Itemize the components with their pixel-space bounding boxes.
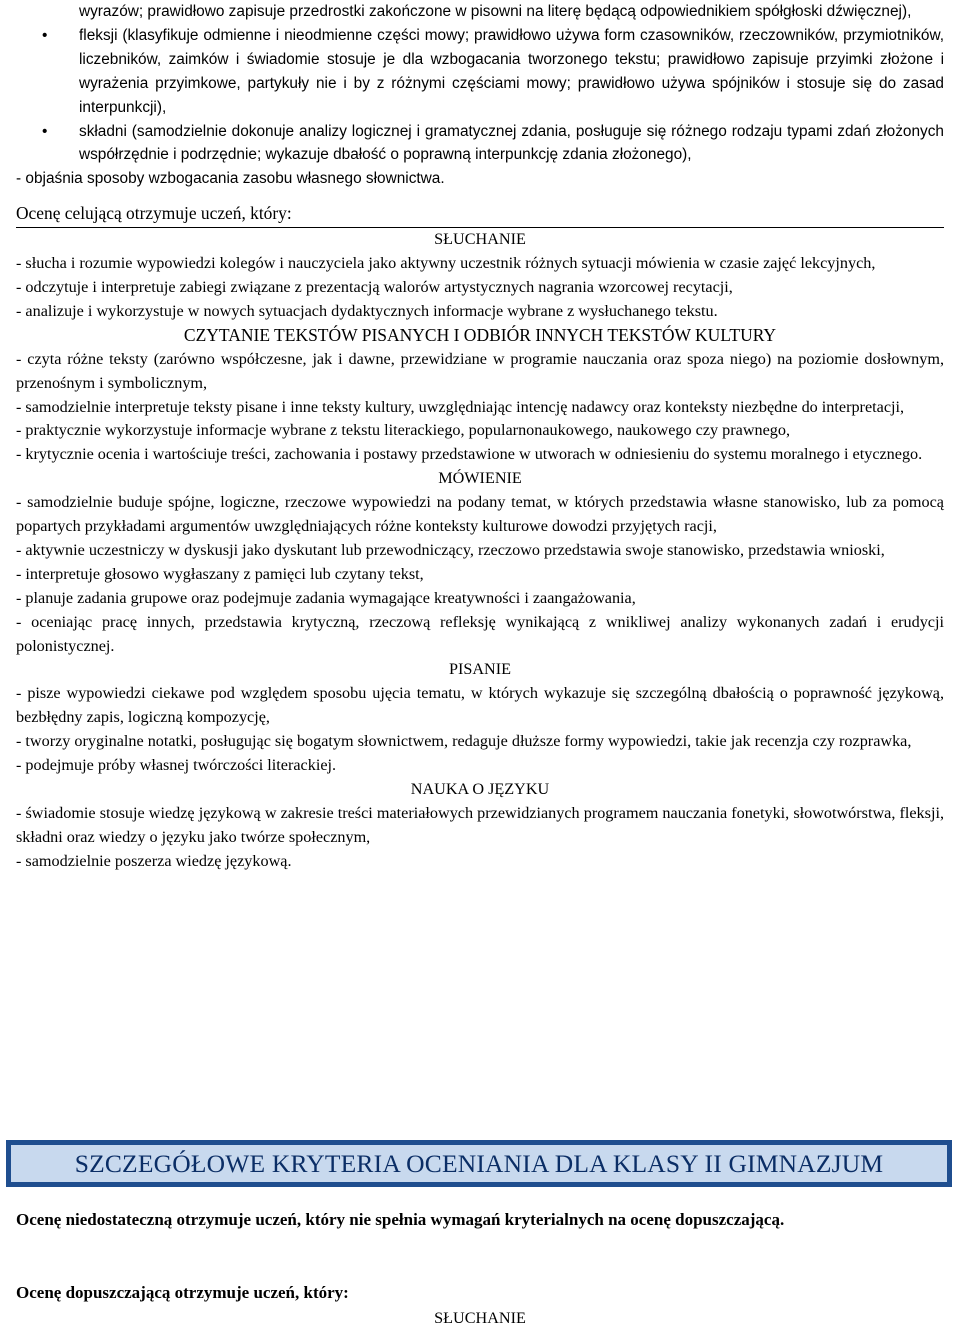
- section-title-nauka-o-jezyku: NAUKA O JĘZYKU: [410, 780, 550, 798]
- list-item: - objaśnia sposoby wzbogacania zasobu własnego słownictwa.: [16, 170, 445, 188]
- list-item: - tworzy oryginalne notatki, posługując się bogatym słownictwem, redaguje dłuższe formy wypowiedzi, takie jak recenzja czy rozprawka,: [16, 732, 912, 751]
- paragraph-continuation: wyrazów; prawidłowo zapisuje przedrostki zakończone w pisowni na literę będącą odpowiednikiem spółgłoski dźwięcznej),: [79, 3, 912, 20]
- list-item: - podejmuje próby własnej twórczości literackiej.: [16, 756, 337, 775]
- list-item: - planuje zadania grupowe oraz podejmuje zadania wymagające kreatywności i zaangażowania,: [16, 588, 636, 607]
- section-title-czytanie: CZYTANIE TEKSTÓW PISANYCH I ODBIÓR INNYCH TEKSTÓW KULTURY: [183, 324, 777, 345]
- section-title-mowienie: MÓWIENIE: [438, 469, 522, 488]
- lower-block: [16, 1208, 944, 1232]
- list-item: - analizuje i wykorzystuje w nowych sytuacjach dydaktycznych informacje wybrane z wysłuchanego tekstu.: [16, 301, 718, 320]
- list-item: - samodzielnie poszerza wiedzę językową.: [16, 851, 292, 870]
- bullet-item-fleksja: [16, 24, 944, 120]
- bullet-text: fleksji (klasyfikuje odmienne i nieodmienne części mowy; prawidłowo używa form czasowników, rzeczowników, przymiotników, liczebników, zaimków i świadomie stosuje je dla wzbogacania tworzonego tekstu; prawidłowo zapisuje przyimki złożone i wyrażenia przyimkowe, partykuły nie i by z różnymi częściami mowy; prawidłowo używa spójników i stosuje się do zasad interpunkcji),: [79, 26, 944, 116]
- grade-heading-celujaca: Ocenę celującą otrzymuje uczeń, który:: [16, 202, 944, 228]
- list-item: - odczytuje i interpretuje zabiegi związane z prezentacją walorów artystycznych nagrania wzorcowej recytacji,: [16, 277, 733, 296]
- list-item: - samodzielnie interpretuje teksty pisane i inne teksty kultury, uwzględniając intencję nadawcy oraz konteksty niezbędne do interpretacji,: [16, 397, 905, 416]
- section-title-pisanie: PISANIE: [448, 660, 512, 679]
- bullet-text: składni (samodzielnie dokonuje analizy logicznej i gramatycznej zdania, posługuje się różnego rodzaju typami zdań złożonych współrzędnie i podrzędnie; wykazuje dbałość o poprawną interpunkcję zdania złożonego),: [79, 122, 944, 164]
- lower-block-2: [16, 1281, 944, 1331]
- section-title-sluchanie: SŁUCHANIE: [434, 230, 526, 249]
- section-banner: [6, 1140, 952, 1187]
- banner-title: SZCZEGÓŁOWE KRYTERIA OCENIANIA DLA KLASY II GIMNAZJUM: [11, 1145, 947, 1182]
- bullet-icon: •: [42, 26, 48, 44]
- grade-heading-dopuszczajaca: Ocenę dopuszczającą otrzymuje uczeń, który:: [16, 1283, 349, 1302]
- list-item: - praktycznie wykorzystuje informacje wybrane z tekstu literackiego, popularnonaukowego, naukowego czy prawnego,: [16, 421, 791, 440]
- section-title-sluchanie-2: SŁUCHANIE: [434, 1308, 526, 1327]
- list-item: - czyta różne teksty (zarówno współczesne, jak i dawne, przewidziane w programie nauczania oraz spoza niego) na poziomie dosłownym, przenośnym i symbolicznym,: [16, 349, 944, 392]
- bullet-icon: •: [42, 122, 48, 140]
- list-item: - oceniając pracę innych, przedstawia krytyczną, rzeczową refleksję wynikającą z wnikliwej analizy wykonanych zadań i erudycji polonistycznej.: [16, 612, 944, 655]
- document-page: [16, 0, 944, 874]
- list-item: - interpretuje głosowo wygłaszany z pamięci lub czytany tekst,: [16, 564, 424, 583]
- list-item: - samodzielnie buduje spójne, logiczne, rzeczowe wypowiedzi na podany temat, w których przedstawia własne stanowisko, lub za pomocą popartych przykładami argumentów uwzględniających różne konteksty kulturowe dowodzi przyjętych racji,: [16, 493, 944, 536]
- list-item: - aktywnie uczestniczy w dyskusji jako dyskutant lub przewodniczący, rzeczowo przedstawia swoje stanowisko, przedstawia wnioski,: [16, 540, 885, 559]
- list-item: - krytycznie ocenia i wartościuje treści, zachowania i postawy przedstawione w utworach w odniesieniu do systemu moralnego i etycznego.: [16, 445, 923, 464]
- list-item: - świadomie stosuje wiedzę językową w zakresie treści materiałowych przewidzianych programem nauczania fonetyki, słowotwórstwa, fleksji, składni oraz wiedzy o języku jako twórze społecznym,: [16, 803, 944, 846]
- grade-niedostateczna: Ocenę niedostateczną otrzymuje uczeń, który nie spełnia wymagań kryterialnych na ocenę dopuszczającą.: [16, 1210, 785, 1229]
- list-item: - słucha i rozumie wypowiedzi kolegów i nauczyciela jako aktywny uczestnik różnych sytuacji mówienia w czasie zajęć lekcyjnych,: [16, 254, 876, 273]
- bullet-item-skladnia: [16, 120, 944, 168]
- list-item: - pisze wypowiedzi ciekawe pod względem sposobu ujęcia tematu, w których wykazuje się szczególną dbałością o poprawność językową, bezbłędny zapis, logiczną kompozycję,: [16, 684, 944, 727]
